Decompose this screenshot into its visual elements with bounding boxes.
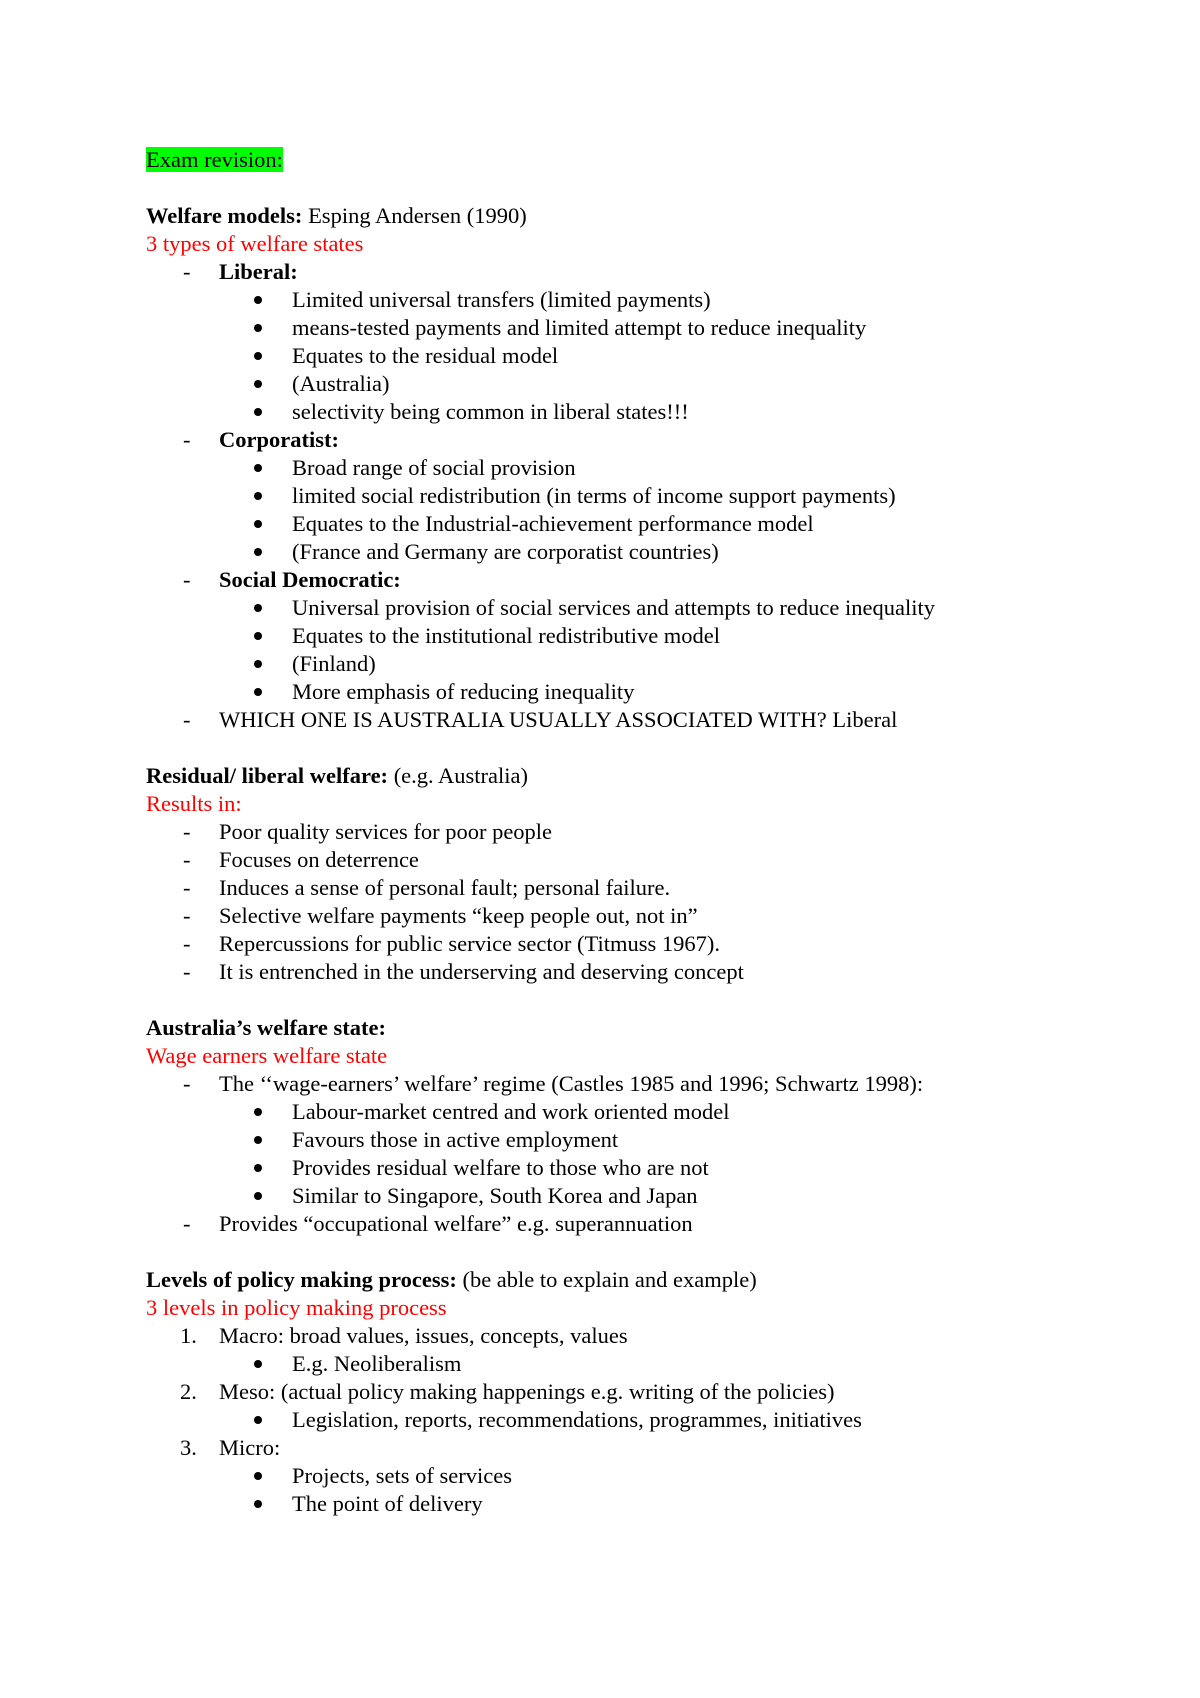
bullet-icon: [254, 352, 262, 360]
corporatist-bullet-text: Equates to the Industrial-achievement performance model: [292, 511, 814, 536]
level-text: Macro: broad values, issues, concepts, values: [219, 1323, 628, 1348]
liberal-bullet: [0, 342, 1200, 370]
australia-bullet-text: Favours those in active employment: [292, 1127, 619, 1152]
residual-item: [0, 874, 1200, 902]
social-democratic-label: Social Democratic:: [219, 567, 401, 592]
australia-heading: Australia’s welfare state:: [146, 1015, 386, 1040]
bullet-icon: [254, 1164, 262, 1172]
bullet-icon: [254, 660, 262, 668]
australia-bullet-text: Labour-market centred and work oriented model: [292, 1099, 730, 1124]
residual-item-text: Repercussions for public service sector (Titmuss 1967).: [219, 931, 720, 956]
policy-bullet: [0, 1350, 1200, 1378]
bullet-icon: [254, 296, 262, 304]
welfare-models-heading-rest: Esping Andersen (1990): [302, 203, 527, 228]
social-democratic-bullet: [0, 678, 1200, 706]
corporatist-bullet: [0, 510, 1200, 538]
social-democratic-item: [0, 566, 1200, 594]
dash-marker: -: [183, 819, 191, 844]
bullet-icon: [254, 632, 262, 640]
dash-marker: -: [183, 427, 191, 452]
bullet-icon: [254, 1108, 262, 1116]
liberal-bullet: [0, 286, 1200, 314]
social-democratic-bullet-text: Equates to the institutional redistributive model: [292, 623, 721, 648]
bullet-icon: [254, 604, 262, 612]
bullet-icon: [254, 1360, 262, 1368]
social-democratic-bullet-text: Universal provision of social services and attempts to reduce inequality: [292, 595, 935, 620]
liberal-bullet-text: Limited universal transfers (limited payments): [292, 287, 711, 312]
welfare-models-heading: [146, 202, 527, 230]
liberal-item: [0, 258, 1200, 286]
residual-subtitle: Results in:: [146, 791, 242, 816]
dash-marker: -: [183, 567, 191, 592]
policy-bullet: [0, 1490, 1200, 1518]
bullet-icon: [254, 688, 262, 696]
level-text: Meso: (actual policy making happenings e.g. writing of the policies): [219, 1379, 835, 1404]
occupational-text: Provides “occupational welfare” e.g. superannuation: [219, 1211, 693, 1236]
bullet-icon: [254, 548, 262, 556]
australia-bullet: [0, 1098, 1200, 1126]
policy-heading-bold: Levels of policy making process:: [146, 1267, 457, 1292]
dash-marker: -: [183, 875, 191, 900]
policy-bullet: [0, 1406, 1200, 1434]
bullet-icon: [254, 520, 262, 528]
level-number: 3.: [180, 1435, 197, 1460]
residual-item-text: It is entrenched in the underserving and deserving concept: [219, 959, 744, 984]
corporatist-bullet-text: Broad range of social provision: [292, 455, 576, 480]
policy-heading: [146, 1266, 757, 1294]
residual-item: [0, 930, 1200, 958]
australia-bullet-text: Similar to Singapore, South Korea and Japan: [292, 1183, 698, 1208]
title-highlight: Exam revision:: [146, 147, 283, 172]
corporatist-bullet-text: limited social redistribution (in terms of income support payments): [292, 483, 896, 508]
bullet-icon: [254, 1192, 262, 1200]
liberal-bullet: [0, 370, 1200, 398]
bullet-icon: [254, 1472, 262, 1480]
bullet-icon: [254, 1136, 262, 1144]
social-democratic-bullet: [0, 594, 1200, 622]
regime-item: [0, 1070, 1200, 1098]
level-text: Micro:: [219, 1435, 281, 1460]
occupational-item: [0, 1210, 1200, 1238]
dash-marker: -: [183, 847, 191, 872]
welfare-models-subtitle: 3 types of welfare states: [146, 231, 364, 256]
policy-bullet-text: Projects, sets of services: [292, 1463, 512, 1488]
dash-marker: -: [183, 931, 191, 956]
liberal-bullet: [0, 398, 1200, 426]
page-title: [146, 146, 283, 174]
dash-marker: -: [183, 1071, 191, 1096]
level-number: 2.: [180, 1379, 197, 1404]
policy-bullet-text: The point of delivery: [292, 1491, 483, 1516]
liberal-bullet-text: means-tested payments and limited attempt to reduce inequality: [292, 315, 867, 340]
bullet-icon: [254, 408, 262, 416]
residual-item: [0, 818, 1200, 846]
residual-item-text: Induces a sense of personal fault; personal failure.: [219, 875, 671, 900]
dash-marker: -: [183, 259, 191, 284]
australia-bullet: [0, 1126, 1200, 1154]
bullet-icon: [254, 1500, 262, 1508]
corporatist-bullet: [0, 538, 1200, 566]
residual-item-text: Selective welfare payments “keep people out, not in”: [219, 903, 698, 928]
bullet-icon: [254, 324, 262, 332]
dash-marker: -: [183, 959, 191, 984]
social-democratic-bullet-text: (Finland): [292, 651, 376, 676]
bullet-icon: [254, 464, 262, 472]
regime-text: The ‘‘wage-earners’ welfare’ regime (Castles 1985 and 1996; Schwartz 1998):: [219, 1071, 924, 1096]
residual-heading: [146, 762, 528, 790]
liberal-bullet-text: Equates to the residual model: [292, 343, 559, 368]
dash-marker: -: [183, 1211, 191, 1236]
residual-heading-rest: (e.g. Australia): [388, 763, 529, 788]
bullet-icon: [254, 1416, 262, 1424]
policy-bullet-text: E.g. Neoliberalism: [292, 1351, 462, 1376]
residual-item-text: Poor quality services for poor people: [219, 819, 553, 844]
policy-bullet-text: Legislation, reports, recommendations, programmes, initiatives: [292, 1407, 862, 1432]
policy-bullet: [0, 1462, 1200, 1490]
policy-level: [0, 1322, 1200, 1350]
social-democratic-bullet: [0, 650, 1200, 678]
dash-marker: -: [183, 903, 191, 928]
residual-item: [0, 902, 1200, 930]
policy-subtitle: 3 levels in policy making process: [146, 1295, 447, 1320]
residual-item: [0, 846, 1200, 874]
corporatist-bullet: [0, 454, 1200, 482]
welfare-models-heading-bold: Welfare models:: [146, 203, 303, 228]
liberal-bullet-text: selectivity being common in liberal states!!!: [292, 399, 689, 424]
corporatist-bullet-text: (France and Germany are corporatist countries): [292, 539, 719, 564]
policy-level: [0, 1378, 1200, 1406]
level-number: 1.: [180, 1323, 197, 1348]
bullet-icon: [254, 380, 262, 388]
corporatist-label: Corporatist:: [219, 427, 339, 452]
social-democratic-bullet-text: More emphasis of reducing inequality: [292, 679, 635, 704]
australia-bullet: [0, 1154, 1200, 1182]
social-democratic-bullet: [0, 622, 1200, 650]
question-text: WHICH ONE IS AUSTRALIA USUALLY ASSOCIATED WITH? Liberal: [219, 707, 898, 732]
question-item: [0, 706, 1200, 734]
residual-item-text: Focuses on deterrence: [219, 847, 419, 872]
australia-subtitle: Wage earners welfare state: [146, 1043, 388, 1068]
corporatist-item: [0, 426, 1200, 454]
australia-bullet-text: Provides residual welfare to those who are not: [292, 1155, 709, 1180]
liberal-bullet: [0, 314, 1200, 342]
australia-bullet: [0, 1182, 1200, 1210]
liberal-label: Liberal:: [219, 259, 298, 284]
dash-marker: -: [183, 707, 191, 732]
policy-heading-rest: (be able to explain and example): [456, 1267, 757, 1292]
residual-item: [0, 958, 1200, 986]
residual-heading-bold: Residual/ liberal welfare:: [146, 763, 389, 788]
policy-level: [0, 1434, 1200, 1462]
bullet-icon: [254, 492, 262, 500]
corporatist-bullet: [0, 482, 1200, 510]
liberal-bullet-text: (Australia): [292, 371, 390, 396]
